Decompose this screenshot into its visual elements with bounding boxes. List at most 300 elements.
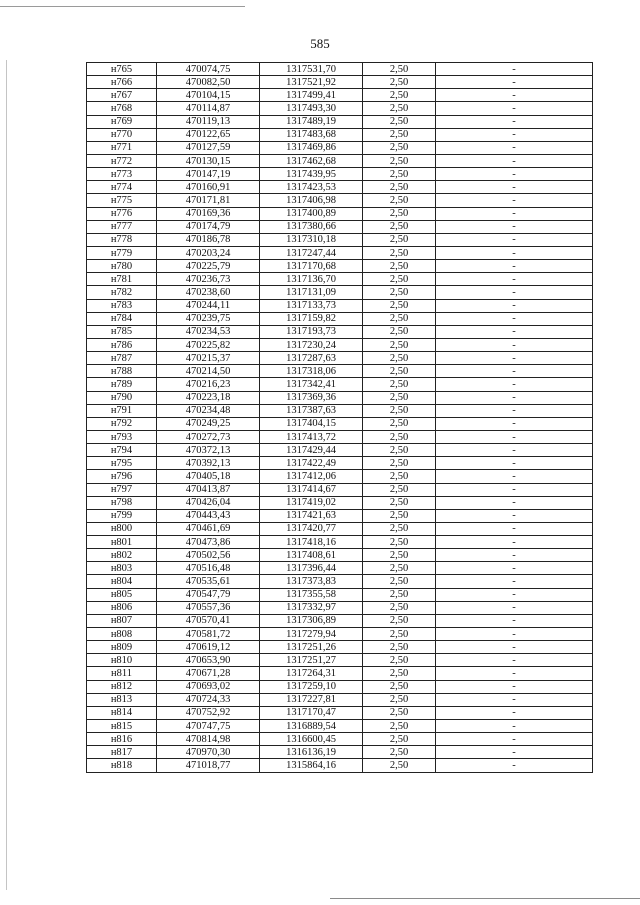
table-row: [87, 641, 593, 654]
cell-note: -: [436, 733, 593, 746]
cell-y: 1317369,36: [260, 391, 363, 404]
table-row: [87, 706, 593, 719]
cell-x: 470244,11: [157, 299, 260, 312]
cell-value: 2,50: [363, 260, 436, 273]
cell-note: -: [436, 89, 593, 102]
cell-note: -: [436, 194, 593, 207]
cell-x: 470557,36: [157, 601, 260, 614]
cell-note: -: [436, 536, 593, 549]
table-row: [87, 614, 593, 627]
cell-x: 470502,56: [157, 549, 260, 562]
cell-x: 470223,18: [157, 391, 260, 404]
table-row: [87, 76, 593, 89]
cell-y: 1316889,54: [260, 720, 363, 733]
cell-value: 2,50: [363, 76, 436, 89]
cell-point: н791: [87, 404, 157, 417]
cell-note: -: [436, 693, 593, 706]
cell-value: 2,50: [363, 102, 436, 115]
cell-x: 470413,87: [157, 483, 260, 496]
page-number: 585: [310, 36, 330, 51]
cell-value: 2,50: [363, 536, 436, 549]
cell-y: 1317131,09: [260, 286, 363, 299]
table-row: [87, 693, 593, 706]
cell-point: н778: [87, 233, 157, 246]
cell-point: н782: [87, 286, 157, 299]
cell-note: -: [436, 181, 593, 194]
table-row: [87, 536, 593, 549]
cell-value: 2,50: [363, 522, 436, 535]
table-row: [87, 141, 593, 154]
cell-y: 1317373,83: [260, 575, 363, 588]
cell-y: 1317413,72: [260, 430, 363, 443]
cell-y: 1317342,41: [260, 378, 363, 391]
cell-value: 2,50: [363, 168, 436, 181]
cell-note: -: [436, 430, 593, 443]
cell-x: 470234,48: [157, 404, 260, 417]
table-row: [87, 549, 593, 562]
cell-point: н803: [87, 562, 157, 575]
table-row: [87, 430, 593, 443]
cell-value: 2,50: [363, 338, 436, 351]
cell-y: 1317227,81: [260, 693, 363, 706]
cell-x: 470581,72: [157, 628, 260, 641]
table-row: [87, 365, 593, 378]
cell-value: 2,50: [363, 641, 436, 654]
cell-y: 1317400,89: [260, 207, 363, 220]
table-row: [87, 470, 593, 483]
table-row: [87, 89, 593, 102]
cell-note: -: [436, 483, 593, 496]
table-row: [87, 509, 593, 522]
cell-x: 470814,98: [157, 733, 260, 746]
cell-x: 470570,41: [157, 614, 260, 627]
cell-y: 1317259,10: [260, 680, 363, 693]
cell-y: 1317247,44: [260, 246, 363, 259]
table-row: [87, 63, 593, 76]
cell-point: н806: [87, 601, 157, 614]
cell-x: 470214,50: [157, 365, 260, 378]
cell-value: 2,50: [363, 746, 436, 759]
cell-value: 2,50: [363, 404, 436, 417]
cell-point: н794: [87, 444, 157, 457]
cell-note: -: [436, 115, 593, 128]
cell-value: 2,50: [363, 733, 436, 746]
cell-note: -: [436, 76, 593, 89]
table-row: [87, 483, 593, 496]
table-row: [87, 759, 593, 772]
coordinates-table-body: [87, 63, 593, 773]
cell-point: н773: [87, 168, 157, 181]
cell-note: -: [436, 654, 593, 667]
cell-value: 2,50: [363, 575, 436, 588]
cell-note: -: [436, 706, 593, 719]
table-row: [87, 338, 593, 351]
cell-value: 2,50: [363, 273, 436, 286]
cell-x: 470372,13: [157, 444, 260, 457]
cell-point: н799: [87, 509, 157, 522]
cell-point: н784: [87, 312, 157, 325]
cell-value: 2,50: [363, 115, 436, 128]
cell-y: 1317332,97: [260, 601, 363, 614]
cell-point: н814: [87, 706, 157, 719]
cell-x: 471018,77: [157, 759, 260, 772]
cell-value: 2,50: [363, 693, 436, 706]
table-row: [87, 128, 593, 141]
cell-x: 470747,75: [157, 720, 260, 733]
cell-y: 1317287,63: [260, 352, 363, 365]
cell-point: н797: [87, 483, 157, 496]
cell-x: 470225,79: [157, 260, 260, 273]
cell-value: 2,50: [363, 549, 436, 562]
cell-point: н789: [87, 378, 157, 391]
cell-point: н793: [87, 430, 157, 443]
cell-value: 2,50: [363, 207, 436, 220]
cell-x: 470147,19: [157, 168, 260, 181]
cell-y: 1317439,95: [260, 168, 363, 181]
table-row: [87, 667, 593, 680]
cell-x: 470104,15: [157, 89, 260, 102]
cell-point: н811: [87, 667, 157, 680]
cell-x: 470082,50: [157, 76, 260, 89]
cell-x: 470653,90: [157, 654, 260, 667]
table-row: [87, 391, 593, 404]
cell-value: 2,50: [363, 562, 436, 575]
table-row: [87, 325, 593, 338]
cell-note: -: [436, 286, 593, 299]
cell-x: 470547,79: [157, 588, 260, 601]
cell-value: 2,50: [363, 220, 436, 233]
cell-value: 2,50: [363, 312, 436, 325]
cell-value: 2,50: [363, 233, 436, 246]
cell-value: 2,50: [363, 654, 436, 667]
table-row: [87, 457, 593, 470]
cell-x: 470239,75: [157, 312, 260, 325]
table-row: [87, 115, 593, 128]
cell-x: 470619,12: [157, 641, 260, 654]
cell-note: -: [436, 246, 593, 259]
cell-x: 470169,36: [157, 207, 260, 220]
cell-y: 1317251,27: [260, 654, 363, 667]
cell-x: 470405,18: [157, 470, 260, 483]
cell-value: 2,50: [363, 128, 436, 141]
table-row: [87, 378, 593, 391]
cell-x: 470225,82: [157, 338, 260, 351]
cell-x: 470693,02: [157, 680, 260, 693]
table-row: [87, 207, 593, 220]
cell-y: 1317531,70: [260, 63, 363, 76]
cell-note: -: [436, 588, 593, 601]
cell-y: 1317404,15: [260, 417, 363, 430]
cell-value: 2,50: [363, 417, 436, 430]
cell-note: -: [436, 233, 593, 246]
table-row: [87, 522, 593, 535]
table-row: [87, 720, 593, 733]
cell-value: 2,50: [363, 365, 436, 378]
cell-point: н769: [87, 115, 157, 128]
cell-note: -: [436, 601, 593, 614]
table-row: [87, 168, 593, 181]
cell-point: н766: [87, 76, 157, 89]
cell-point: н801: [87, 536, 157, 549]
cell-y: 1317419,02: [260, 496, 363, 509]
cell-note: -: [436, 207, 593, 220]
cell-value: 2,50: [363, 89, 436, 102]
cell-note: -: [436, 720, 593, 733]
cell-x: 470516,48: [157, 562, 260, 575]
cell-point: н785: [87, 325, 157, 338]
cell-note: -: [436, 759, 593, 772]
cell-x: 470473,86: [157, 536, 260, 549]
cell-x: 470461,69: [157, 522, 260, 535]
cell-y: 1316600,45: [260, 733, 363, 746]
cell-x: 470249,25: [157, 417, 260, 430]
cell-x: 470970,30: [157, 746, 260, 759]
cell-point: н790: [87, 391, 157, 404]
cell-y: 1317412,06: [260, 470, 363, 483]
table-row: [87, 444, 593, 457]
cell-y: 1317355,58: [260, 588, 363, 601]
cell-y: 1317406,98: [260, 194, 363, 207]
table-row: [87, 680, 593, 693]
cell-note: -: [436, 338, 593, 351]
table-row: [87, 181, 593, 194]
cell-note: -: [436, 391, 593, 404]
cell-note: -: [436, 299, 593, 312]
cell-note: -: [436, 522, 593, 535]
cell-point: н817: [87, 746, 157, 759]
cell-point: н777: [87, 220, 157, 233]
cell-y: 1317429,44: [260, 444, 363, 457]
cell-point: н787: [87, 352, 157, 365]
table-row: [87, 194, 593, 207]
cell-note: -: [436, 63, 593, 76]
cell-x: 470216,23: [157, 378, 260, 391]
table-row: [87, 733, 593, 746]
cell-value: 2,50: [363, 299, 436, 312]
table-row: [87, 417, 593, 430]
table-row: [87, 299, 593, 312]
cell-value: 2,50: [363, 181, 436, 194]
cell-value: 2,50: [363, 430, 436, 443]
cell-point: н798: [87, 496, 157, 509]
table-row: [87, 628, 593, 641]
cell-x: 470186,78: [157, 233, 260, 246]
cell-note: -: [436, 273, 593, 286]
table-row: [87, 352, 593, 365]
cell-value: 2,50: [363, 759, 436, 772]
cell-point: н809: [87, 641, 157, 654]
cell-x: 470215,37: [157, 352, 260, 365]
cell-y: 1317136,70: [260, 273, 363, 286]
cell-y: 1317483,68: [260, 128, 363, 141]
cell-note: -: [436, 614, 593, 627]
cell-x: 470443,43: [157, 509, 260, 522]
cell-point: н775: [87, 194, 157, 207]
cell-note: -: [436, 102, 593, 115]
cell-value: 2,50: [363, 601, 436, 614]
cell-x: 470535,61: [157, 575, 260, 588]
table-row: [87, 273, 593, 286]
cell-value: 2,50: [363, 154, 436, 167]
cell-point: н768: [87, 102, 157, 115]
cell-point: н772: [87, 154, 157, 167]
table-row: [87, 260, 593, 273]
cell-value: 2,50: [363, 352, 436, 365]
cell-point: н788: [87, 365, 157, 378]
cell-value: 2,50: [363, 720, 436, 733]
cell-y: 1317423,53: [260, 181, 363, 194]
cell-x: 470671,28: [157, 667, 260, 680]
cell-note: -: [436, 365, 593, 378]
cell-y: 1317318,06: [260, 365, 363, 378]
cell-x: 470203,24: [157, 246, 260, 259]
cell-note: -: [436, 496, 593, 509]
cell-y: 1317170,68: [260, 260, 363, 273]
cell-point: н780: [87, 260, 157, 273]
cell-x: 470392,13: [157, 457, 260, 470]
cell-y: 1317230,24: [260, 338, 363, 351]
table-row: [87, 575, 593, 588]
cell-note: -: [436, 128, 593, 141]
cell-value: 2,50: [363, 194, 436, 207]
cell-note: -: [436, 168, 593, 181]
cell-y: 1317310,18: [260, 233, 363, 246]
cell-point: н810: [87, 654, 157, 667]
cell-value: 2,50: [363, 141, 436, 154]
cell-point: н796: [87, 470, 157, 483]
cell-point: н779: [87, 246, 157, 259]
cell-note: -: [436, 667, 593, 680]
cell-value: 2,50: [363, 246, 436, 259]
cell-x: 470272,73: [157, 430, 260, 443]
cell-point: н792: [87, 417, 157, 430]
cell-y: 1317396,44: [260, 562, 363, 575]
cell-y: 1317264,31: [260, 667, 363, 680]
cell-point: н812: [87, 680, 157, 693]
table-row: [87, 102, 593, 115]
cell-value: 2,50: [363, 444, 436, 457]
table-row: [87, 746, 593, 759]
table-row: [87, 286, 593, 299]
cell-y: 1317408,61: [260, 549, 363, 562]
cell-note: -: [436, 417, 593, 430]
table-row: [87, 562, 593, 575]
cell-note: -: [436, 641, 593, 654]
cell-y: 1317421,63: [260, 509, 363, 522]
table-row: [87, 588, 593, 601]
coordinates-table: [86, 62, 593, 773]
cell-point: н783: [87, 299, 157, 312]
cell-value: 2,50: [363, 63, 436, 76]
table-row: [87, 601, 593, 614]
cell-value: 2,50: [363, 667, 436, 680]
table-row: [87, 496, 593, 509]
cell-x: 470160,91: [157, 181, 260, 194]
cell-point: н813: [87, 693, 157, 706]
cell-y: 1317251,26: [260, 641, 363, 654]
cell-note: -: [436, 470, 593, 483]
cell-x: 470119,13: [157, 115, 260, 128]
cell-value: 2,50: [363, 706, 436, 719]
cell-x: 470238,60: [157, 286, 260, 299]
cell-y: 1317279,94: [260, 628, 363, 641]
cell-x: 470234,53: [157, 325, 260, 338]
cell-point: н808: [87, 628, 157, 641]
cell-y: 1317418,16: [260, 536, 363, 549]
cell-y: 1317499,41: [260, 89, 363, 102]
cell-y: 1317462,68: [260, 154, 363, 167]
cell-point: н815: [87, 720, 157, 733]
cell-x: 470130,15: [157, 154, 260, 167]
cell-y: 1317159,82: [260, 312, 363, 325]
cell-note: -: [436, 562, 593, 575]
cell-y: 1317133,73: [260, 299, 363, 312]
scan-edge-bottom: [330, 898, 640, 899]
cell-point: н776: [87, 207, 157, 220]
cell-y: 1317422,49: [260, 457, 363, 470]
cell-point: н816: [87, 733, 157, 746]
cell-note: -: [436, 680, 593, 693]
cell-point: н774: [87, 181, 157, 194]
cell-point: н807: [87, 614, 157, 627]
cell-point: н818: [87, 759, 157, 772]
cell-value: 2,50: [363, 509, 436, 522]
cell-y: 1317521,92: [260, 76, 363, 89]
cell-note: -: [436, 378, 593, 391]
cell-value: 2,50: [363, 614, 436, 627]
cell-note: -: [436, 628, 593, 641]
cell-x: 470114,87: [157, 102, 260, 115]
cell-y: 1317306,89: [260, 614, 363, 627]
cell-note: -: [436, 746, 593, 759]
cell-value: 2,50: [363, 628, 436, 641]
cell-point: н781: [87, 273, 157, 286]
cell-x: 470127,59: [157, 141, 260, 154]
cell-point: н771: [87, 141, 157, 154]
cell-note: -: [436, 404, 593, 417]
cell-note: -: [436, 220, 593, 233]
cell-note: -: [436, 141, 593, 154]
cell-value: 2,50: [363, 588, 436, 601]
cell-point: н765: [87, 63, 157, 76]
cell-y: 1317469,86: [260, 141, 363, 154]
cell-y: 1317489,19: [260, 115, 363, 128]
cell-note: -: [436, 325, 593, 338]
cell-x: 470174,79: [157, 220, 260, 233]
table-row: [87, 404, 593, 417]
cell-point: н795: [87, 457, 157, 470]
cell-point: н786: [87, 338, 157, 351]
cell-note: -: [436, 575, 593, 588]
table-row: [87, 246, 593, 259]
cell-y: 1317414,67: [260, 483, 363, 496]
cell-x: 470171,81: [157, 194, 260, 207]
cell-value: 2,50: [363, 483, 436, 496]
cell-point: н802: [87, 549, 157, 562]
cell-value: 2,50: [363, 680, 436, 693]
cell-point: н804: [87, 575, 157, 588]
cell-y: 1317193,73: [260, 325, 363, 338]
cell-value: 2,50: [363, 325, 436, 338]
cell-note: -: [436, 444, 593, 457]
cell-x: 470752,92: [157, 706, 260, 719]
cell-note: -: [436, 352, 593, 365]
cell-x: 470724,33: [157, 693, 260, 706]
cell-value: 2,50: [363, 286, 436, 299]
cell-value: 2,50: [363, 457, 436, 470]
cell-y: 1317170,47: [260, 706, 363, 719]
cell-y: 1317420,77: [260, 522, 363, 535]
